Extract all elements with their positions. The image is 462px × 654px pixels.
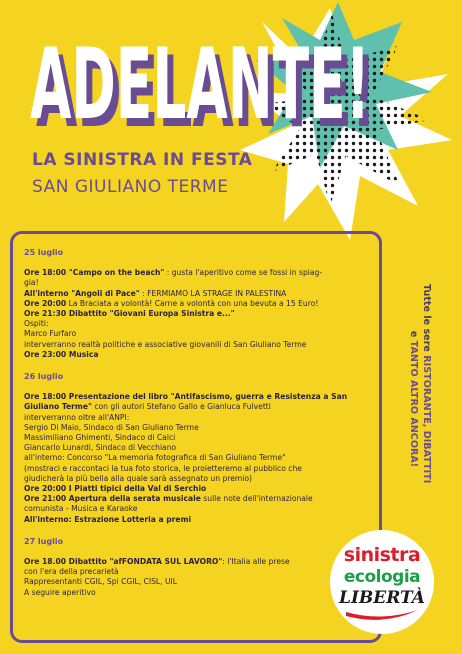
program-line: Ore 18:00 Presentazione del libro "Antifascismo, guerra e Resistenza a San <box>24 392 348 402</box>
program-line: Ore 18.00 Dibattito "afFONDATA SUL LAVORO": l'Italia alle prese <box>24 557 290 567</box>
program-line: Giuliano Terme" con gli autori Stefano Gallo e Gianluca Fulvetti <box>24 402 271 412</box>
program-line: interverranno oltre all'ANPI: <box>24 412 130 422</box>
day-26-luglio-heading: 26 luglio <box>24 372 64 382</box>
program-line: Ore 20:00 La Braciata a volontà! Carne a volontà con una bevuta a 15 Euro! <box>24 298 319 308</box>
program-line: A seguire aperitivo <box>24 587 96 597</box>
sel-logo <box>330 530 434 634</box>
program-line: All'interno: Estrazione Lotteria a premi <box>24 514 192 524</box>
logo-word-liberta: LIBERTÀ <box>339 588 425 608</box>
program-line: giudicherà la più bella alla quale sarà assegnato un premio) <box>24 473 253 483</box>
program-line: Ore 23:00 Musica <box>24 349 99 359</box>
program-line: Ore 18:00 "Campo on the beach" : gusta l'aperitivo come se fossi in spiag- <box>24 268 323 278</box>
program-line: Sergio Di Maio, Sindaco di San Giuliano Terme <box>24 422 199 432</box>
program-line: Ore 21:00 Apertura della serata musicale sulle note dell'internazionale <box>24 494 313 504</box>
program-line: all'interno: Concorso "La memoria fotografica di San Giuliano Terme" <box>24 453 286 463</box>
logo-word-ecologia: ecologia <box>343 567 421 587</box>
logo-word-sinistra: sinistra <box>343 544 421 566</box>
program-line: con l'era della precarietà <box>24 567 119 577</box>
program-line: Giancarlo Lunardi, Sindaco di Vecchiano <box>24 443 177 453</box>
program-line: comunista - Musica e Karaoke <box>24 504 138 514</box>
day-25-luglio-heading: 25 luglio <box>24 248 64 257</box>
program-box <box>10 231 382 643</box>
svg-text:ADELANTE!: ADELANTE! <box>36 36 376 144</box>
program-line: All'interno "Angoli di Pace" : FERMIAMO LA STRAGE IN PALESTINA <box>24 288 287 298</box>
program-line: Marco Furfaro <box>24 329 77 339</box>
program-line: Massimiliano Ghimenti, Sindaco di Calci <box>24 433 176 443</box>
program-line: interverranno realtà politiche e associative giovanili di San Giuliano Terme <box>24 339 307 349</box>
program-line: gia! <box>24 278 39 288</box>
side-tagline <box>393 284 433 514</box>
subtitle-la-sinistra-in-festa: LA SINISTRA IN FESTA <box>32 150 253 170</box>
subtitle-location: SAN GIULIANO TERME <box>32 177 229 197</box>
program-line: Ore 20:00 I Piatti tipici della Val di Serchio <box>24 484 207 494</box>
program-line: (mostraci e raccontaci la tua foto storica, le proietteremo al pubblico che <box>24 463 302 473</box>
side-tagline-line-2: e TANTO ALTRO ANCORA! <box>408 330 419 468</box>
headline-graphic <box>28 14 388 144</box>
day-27-luglio-heading: 27 luglio <box>24 536 64 546</box>
logo-swoosh-icon <box>344 608 420 624</box>
headline <box>28 14 388 144</box>
side-tagline-line-1: Tutte le sere RISTORANTE, DIBATTITI <box>421 284 432 484</box>
headline-text: ADELANTE! <box>30 28 370 142</box>
program-line: Ore 21:30 Dibattito "Giovani Europa Sinistra e..." <box>24 309 235 319</box>
program-line: Ospiti: <box>24 319 49 329</box>
program-line: Rappresentanti CGIL, Spi CGIL, CISL, UIL <box>24 577 177 587</box>
